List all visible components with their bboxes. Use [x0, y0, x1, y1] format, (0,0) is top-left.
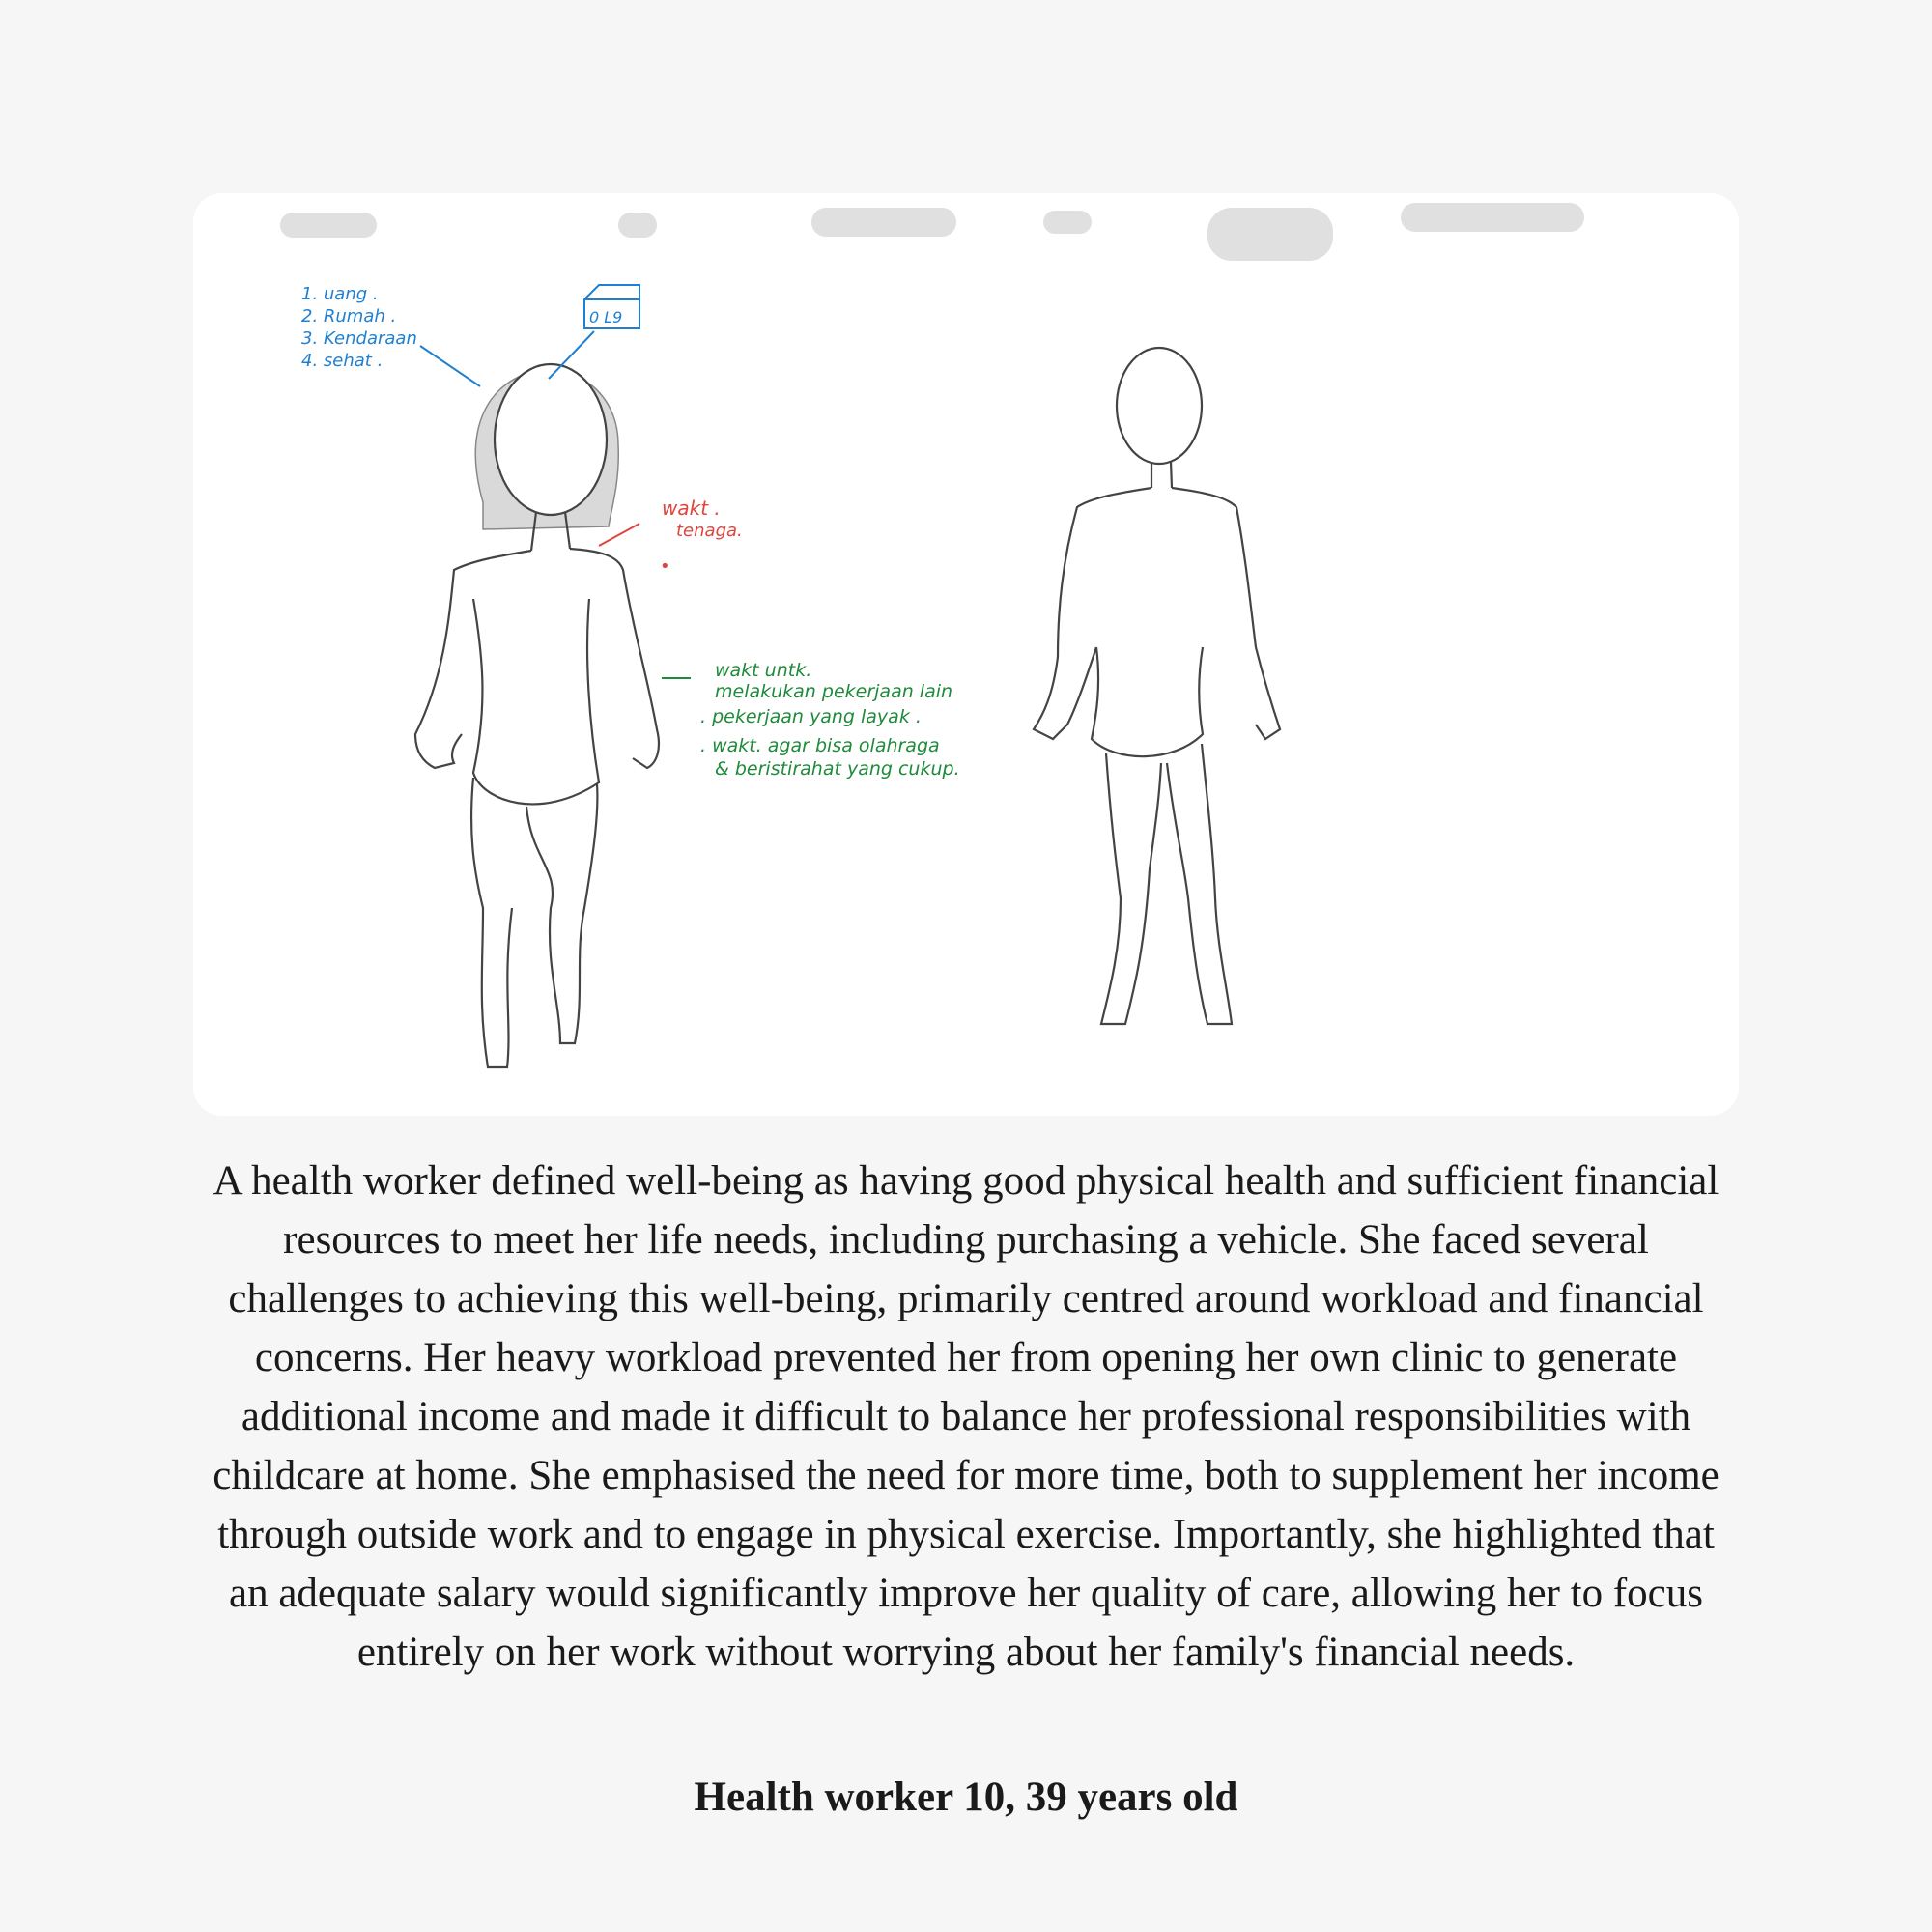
female-figure [415, 364, 659, 1067]
blue-list-item: 2. Rumah . [301, 306, 397, 327]
green-note: melakukan pekerjaan lain [715, 681, 953, 702]
body-map-drawing [193, 193, 1739, 1116]
green-note: . pekerjaan yang layak . [700, 706, 922, 727]
drawing-card [193, 193, 1739, 1116]
caption-text: A health worker defined well-being as having good physical health and sufficient financial resources to meet her life needs, including purchasing a vehicle. She faced several challenges to achieving this well-being, primarily centred around workload and financial concerns. Her heavy workload prevented her from opening her own clinic to generate additional income and made it difficult to balance her professional responsibilities with childcare at home. She emphasised the need for more time, both to supplement her income through outside work and to engage in physical exercise. Importantly, she highlighted that an adequate salary would significantly improve her quality of care, allowing her to focus entirely on her work without worrying about her family's financial needs. [213, 1158, 1719, 1675]
blue-list-item: 3. Kendaraan [301, 328, 417, 349]
red-note: tenaga. [676, 521, 743, 541]
blue-list-item: 4. sehat . [301, 351, 384, 371]
green-annotations [662, 660, 960, 780]
red-note: wakt . [662, 497, 721, 520]
male-figure [1034, 348, 1280, 1024]
green-note: wakt untk. [715, 660, 812, 681]
redacted-header [280, 203, 1584, 261]
house-label: 0 L9 [589, 308, 623, 327]
blue-annotations [301, 284, 639, 386]
red-note: • [660, 556, 670, 577]
green-note: & beristirahat yang cukup. [715, 758, 960, 780]
green-note: . wakt. agar bisa olahraga [700, 735, 940, 756]
participant-credit: Health worker 10, 39 years old [694, 1775, 1238, 1820]
blue-list-item: 1. uang . [301, 284, 379, 304]
